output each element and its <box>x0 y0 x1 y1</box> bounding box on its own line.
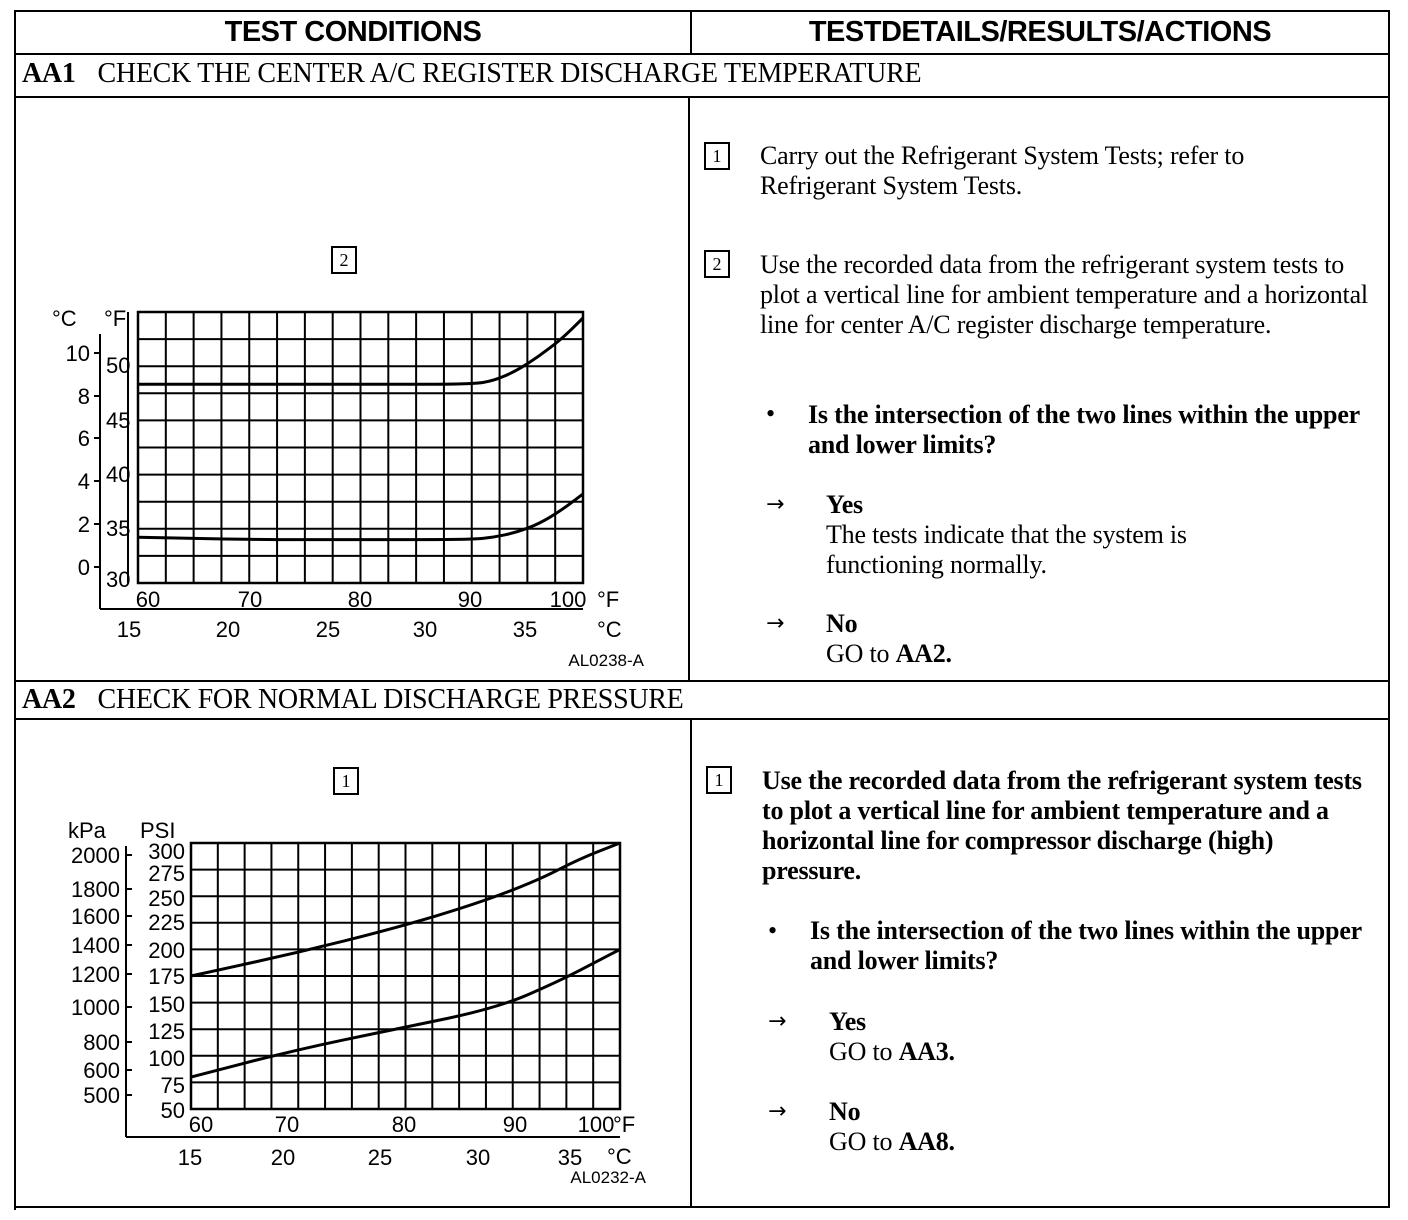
aa1-no-prefix: GO to <box>826 639 896 668</box>
x-tick-celsius: 15 <box>116 617 142 642</box>
aa1-section-title <box>22 58 921 90</box>
aa1-no-action <box>826 639 952 669</box>
y-tick-psi: 100 <box>148 1046 185 1071</box>
aa1-no-label: No <box>826 609 858 638</box>
x-tick-fahrenheit: 90 <box>502 1112 528 1137</box>
figure-id: AL0232-A <box>570 1168 646 1187</box>
y-unit-psi-label: PSI <box>140 818 176 843</box>
y-tick-kpa: 1800 <box>71 877 120 902</box>
y-tick-celsius: 8 <box>77 384 90 409</box>
aa2-no-action <box>829 1127 955 1157</box>
y-tick-celsius: 4 <box>77 469 90 494</box>
x-tick-fahrenheit: 80 <box>391 1112 417 1137</box>
x-tick-fahrenheit: 60 <box>188 1112 214 1137</box>
x-tick-celsius: 30 <box>412 617 438 642</box>
x-tick-fahrenheit: 100 <box>549 587 587 612</box>
y-tick-celsius: 2 <box>77 512 90 537</box>
x-tick-celsius: 35 <box>557 1145 583 1170</box>
aa2-yes-label: Yes <box>829 1007 866 1036</box>
aa1-step-2-text: Use the recorded data from the refrigerant system tests to plot a vertical line for ambient temperature and a horizontal line for center A/C register discharge temperature. <box>760 250 1368 339</box>
x-unit-celsius-label: °C <box>607 1144 632 1169</box>
x-tick-fahrenheit: 100 <box>577 1112 615 1137</box>
y-tick-psi: 225 <box>148 910 185 935</box>
aa2-step-1-box: 1 <box>706 766 732 794</box>
aa2-chart-grid <box>126 843 620 1137</box>
aa2-no-label: No <box>829 1097 861 1126</box>
aa1-yes-label: Yes <box>826 490 863 519</box>
aa1-title: CHECK THE CENTER A/C REGISTER DISCHARGE TEMPERATURE <box>97 58 922 89</box>
figure-id: AL0238-A <box>568 651 644 670</box>
x-tick-celsius: 35 <box>512 617 538 642</box>
x-tick-celsius: 20 <box>215 617 241 642</box>
aa1-column-divider <box>688 97 690 681</box>
aa2-figure-step-box: 1 <box>333 767 359 795</box>
table-border-bottom <box>14 1206 1390 1208</box>
x-unit-celsius-label: °C <box>597 617 622 642</box>
x-tick-celsius: 30 <box>465 1145 491 1170</box>
header-test-details: TESTDETAILS/RESULTS/ACTIONS <box>808 16 1272 48</box>
y-tick-fahrenheit: 35 <box>106 516 131 541</box>
x-tick-fahrenheit: 80 <box>347 587 373 612</box>
aa2-top-divider <box>14 680 1390 682</box>
y-tick-psi: 150 <box>148 992 185 1017</box>
aa1-step-1-box: 1 <box>704 142 730 170</box>
aa1-title-divider <box>14 96 1390 98</box>
aa1-discharge-temp-chart <box>40 296 660 676</box>
aa1-no-target: AA2. <box>895 639 952 668</box>
aa2-title: CHECK FOR NORMAL DISCHARGE PRESSURE <box>97 684 684 715</box>
x-tick-fahrenheit: 70 <box>274 1112 300 1137</box>
table-border-left <box>14 10 16 1210</box>
x-tick-celsius: 15 <box>177 1145 203 1170</box>
aa1-chart-grid <box>100 312 583 609</box>
x-tick-celsius: 25 <box>367 1145 393 1170</box>
header-test-conditions: TEST CONDITIONS <box>224 16 482 48</box>
y-tick-psi: 200 <box>148 938 185 963</box>
y-tick-kpa: 1000 <box>71 995 120 1020</box>
aa1-no-arrow-icon: → <box>766 611 785 636</box>
aa2-no-prefix: GO to <box>829 1127 899 1156</box>
aa1-step-2-box: 2 <box>704 250 730 278</box>
aa2-no-arrow-icon: → <box>768 1099 787 1124</box>
aa2-question: Is the intersection of the two lines within the upper and lower limits? <box>810 916 1362 975</box>
x-tick-celsius: 25 <box>315 617 341 642</box>
y-unit-kpa-label: kPa <box>68 818 106 843</box>
aa1-question: Is the intersection of the two lines within the upper and lower limits? <box>808 400 1360 459</box>
y-tick-psi: 275 <box>148 861 185 886</box>
aa2-yes-action <box>829 1037 955 1067</box>
aa2-step-1-text: Use the recorded data from the refrigerant system tests to plot a vertical line for ambient temperature and a horizontal line for compressor discharge (high) pressure. <box>762 766 1362 885</box>
x-tick-fahrenheit: 90 <box>457 587 483 612</box>
x-tick-fahrenheit: 60 <box>135 587 161 612</box>
aa2-title-divider <box>16 718 1390 720</box>
y-tick-kpa: 2000 <box>71 843 120 868</box>
y-tick-psi: 125 <box>148 1019 185 1044</box>
y-tick-psi: 50 <box>160 1098 185 1123</box>
y-tick-celsius: 10 <box>65 341 90 366</box>
y-tick-psi: 300 <box>148 839 185 864</box>
aa2-section-title <box>22 684 683 716</box>
y-tick-psi: 75 <box>160 1073 185 1098</box>
aa2-yes-arrow-icon: → <box>768 1009 787 1034</box>
y-tick-psi: 250 <box>148 886 185 911</box>
y-tick-kpa: 800 <box>83 1030 120 1055</box>
y-tick-celsius: 6 <box>77 426 90 451</box>
aa2-no-target: AA8. <box>898 1127 955 1156</box>
y-unit-celsius-label: °C <box>52 306 77 331</box>
aa2-column-divider <box>690 719 692 1207</box>
x-tick-fahrenheit: 70 <box>237 587 263 612</box>
x-tick-celsius: 20 <box>270 1145 296 1170</box>
y-tick-fahrenheit: 45 <box>106 408 131 433</box>
y-tick-kpa: 1600 <box>71 904 120 929</box>
y-tick-fahrenheit: 40 <box>106 462 131 487</box>
aa1-code: AA1 <box>22 58 76 89</box>
aa1-yes-text: The tests indicate that the system is functioning normally. <box>826 520 1187 579</box>
aa2-yes-target: AA3. <box>898 1037 955 1066</box>
y-tick-kpa: 600 <box>83 1058 120 1083</box>
y-tick-celsius: 0 <box>77 555 90 580</box>
table-border-right <box>1388 10 1390 1206</box>
y-tick-kpa: 500 <box>83 1083 120 1108</box>
aa1-yes-arrow-icon: → <box>766 492 785 517</box>
y-tick-kpa: 1200 <box>71 962 120 987</box>
aa1-figure-step-box: 2 <box>331 246 357 274</box>
y-tick-kpa: 1400 <box>71 933 120 958</box>
aa2-code: AA2 <box>22 684 76 715</box>
y-tick-fahrenheit: 50 <box>106 353 131 378</box>
aa1-bullet: • <box>766 399 776 428</box>
y-tick-fahrenheit: 30 <box>106 567 131 592</box>
x-unit-fahrenheit-label: °F <box>597 587 620 612</box>
aa2-bullet: • <box>768 916 778 945</box>
aa2-discharge-pressure-chart <box>40 812 660 1192</box>
y-unit-fahrenheit-label: °F <box>104 306 127 331</box>
aa1-step-1-text: Carry out the Refrigerant System Tests; refer to Refrigerant System Tests. <box>760 141 1245 200</box>
y-tick-psi: 175 <box>148 964 185 989</box>
aa2-yes-prefix: GO to <box>829 1037 899 1066</box>
header-divider <box>14 53 1390 55</box>
x-unit-fahrenheit-label: °F <box>613 1112 636 1137</box>
